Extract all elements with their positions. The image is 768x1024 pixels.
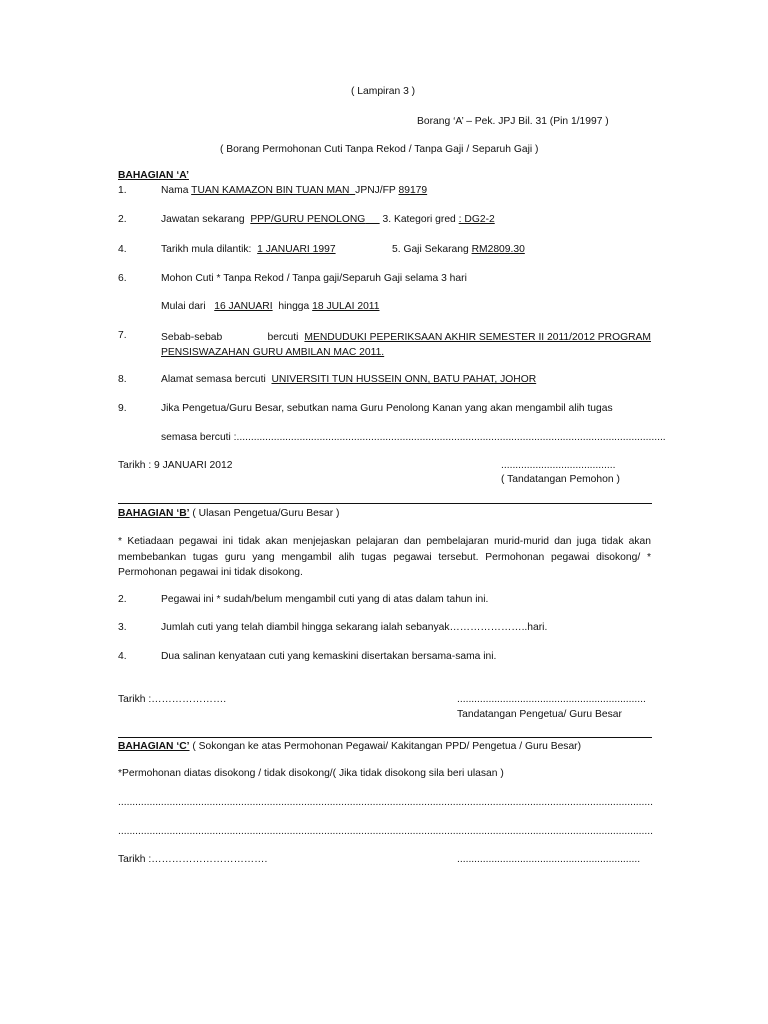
bahagian-b-item-3: Jumlah cuti yang telah diambil hingga sekarang ialah sebanyak…………………..hari. — [161, 622, 548, 633]
mohon-cuti-text: Mohon Cuti * Tanpa Rekod / Tanpa gaji/Separuh Gaji selama 3 hari — [161, 273, 467, 284]
item-number: 3. — [118, 622, 127, 633]
signature-line: ........................................ — [501, 460, 616, 471]
gaji-value: RM2809.30 — [471, 244, 525, 255]
bahagian-a-heading: BAHAGIAN ‘A’ — [118, 170, 189, 181]
item-number: 2. — [118, 214, 127, 225]
item-number: 9. — [118, 403, 127, 414]
jawatan-value: PPP/GURU PENOLONG — [250, 214, 366, 225]
signature-label: ( Tandatangan Pemohon ) — [501, 474, 620, 485]
section-divider — [118, 737, 652, 738]
tarikh-lantik-value: 1 JANUARI 1997 — [257, 244, 336, 255]
bahagian-b-item-4: Dua salinan kenyataan cuti yang kemaskini disertakan bersama-sama ini. — [161, 651, 497, 662]
bahagian-b-item-2: Pegawai ini * sudah/belum mengambil cuti yang di atas dalam tahun ini. — [161, 594, 489, 605]
semasa-bercuti-dots: ...................................................................................................................................................... — [236, 432, 666, 443]
id-value: 89179 — [398, 185, 428, 196]
mulai-value: 16 JANUARI — [214, 301, 273, 312]
item-number: 4. — [118, 244, 127, 255]
signature-line: .................................................................. — [457, 694, 646, 705]
alamat-label: Alamat semasa bercuti — [161, 374, 266, 385]
item-number: 4. — [118, 651, 127, 662]
bahagian-b-heading: BAHAGIAN ‘B’ — [118, 508, 190, 519]
item-number: 7. — [118, 330, 127, 341]
item-number: 2. — [118, 594, 127, 605]
tarikh-pemohon: Tarikh : 9 JANUARI 2012 — [118, 460, 233, 471]
section-divider — [118, 503, 652, 504]
bahagian-b-paragraph: * Ketiadaan pegawai ini tidak akan menjejaskan pelajaran dan pembelajaran murid-murid dan juga tidak akan membebankan tugas guru yang mengambil alih tugas pegawai tersebut. Permohonan pegawai disokong/ * Permohonan pegawai ini tidak disokong. — [118, 536, 651, 578]
bahagian-c-statement: *Permohonan diatas disokong / tidak disokong/( Jika tidak disokong sila beri ulasan ) — [118, 768, 504, 779]
lampiran-label: ( Lampiran 3 ) — [351, 86, 416, 97]
tarikh-sokongan: Tarikh :……………………………. — [118, 854, 268, 865]
bahagian-c-heading: BAHAGIAN ‘C’ — [118, 741, 190, 752]
bahagian-c-subtitle: ( Sokongan ke atas Permohonan Pegawai/ Kakitangan PPD/ Pengetua / Guru Besar) — [189, 741, 582, 752]
hingga-value: 18 JULAI 2011 — [312, 301, 380, 312]
jawatan-label: Jawatan sekarang — [161, 214, 245, 225]
hingga-label: hingga — [278, 301, 310, 312]
nama-label: Nama — [161, 185, 189, 196]
sebab-value-line1: MENDUDUKI PEPERIKSAAN AKHIR SEMESTER II 2011/2012 PROGRAM — [304, 332, 651, 343]
mulai-label: Mulai dari — [161, 301, 206, 312]
bahagian-b-subtitle: ( Ulasan Pengetua/Guru Besar ) — [189, 508, 340, 519]
semasa-bercuti-label: semasa bercuti : — [161, 432, 237, 443]
item-number: 8. — [118, 374, 127, 385]
tarikh-lantik-label: Tarikh mula dilantik: — [161, 244, 252, 255]
item-number: 1. — [118, 185, 127, 196]
kategori-label: 3. Kategori gred — [382, 214, 456, 225]
ulasan-line-1: ........................................................................................................................................................................................... — [118, 797, 653, 808]
form-title: ( Borang Permohonan Cuti Tanpa Rekod / Tanpa Gaji / Separuh Gaji ) — [220, 144, 539, 155]
borang-reference: Borang ‘A’ – Pek. JPJ Bil. 31 (Pin 1/1997 ) — [417, 116, 609, 127]
gaji-label: 5. Gaji Sekarang — [392, 244, 469, 255]
ulasan-line-2: ........................................................................................................................................................................................... — [118, 826, 653, 837]
item-number: 6. — [118, 273, 127, 284]
nama-value: TUAN KAMAZON BIN TUAN MAN — [191, 185, 350, 196]
signature-line: ................................................................ — [457, 854, 641, 865]
id-label: JPNJ/FP — [355, 185, 396, 196]
signature-label: Tandatangan Pengetua/ Guru Besar — [457, 709, 622, 720]
pengetua-text: Jika Pengetua/Guru Besar, sebutkan nama Guru Penolong Kanan yang akan mengambil alih tugas — [161, 403, 613, 414]
kategori-value: : DG2-2 — [458, 214, 495, 225]
sebab-value-line2: PENSISWAZAHAN GURU AMBILAN MAC 2011. — [161, 347, 385, 358]
alamat-value: UNIVERSITI TUN HUSSEIN ONN, BATU PAHAT, JOHOR — [271, 374, 537, 385]
tarikh-pengetua: Tarikh :…………………. — [118, 694, 227, 705]
sebab-label: Sebab-sebab bercuti — [161, 332, 299, 343]
